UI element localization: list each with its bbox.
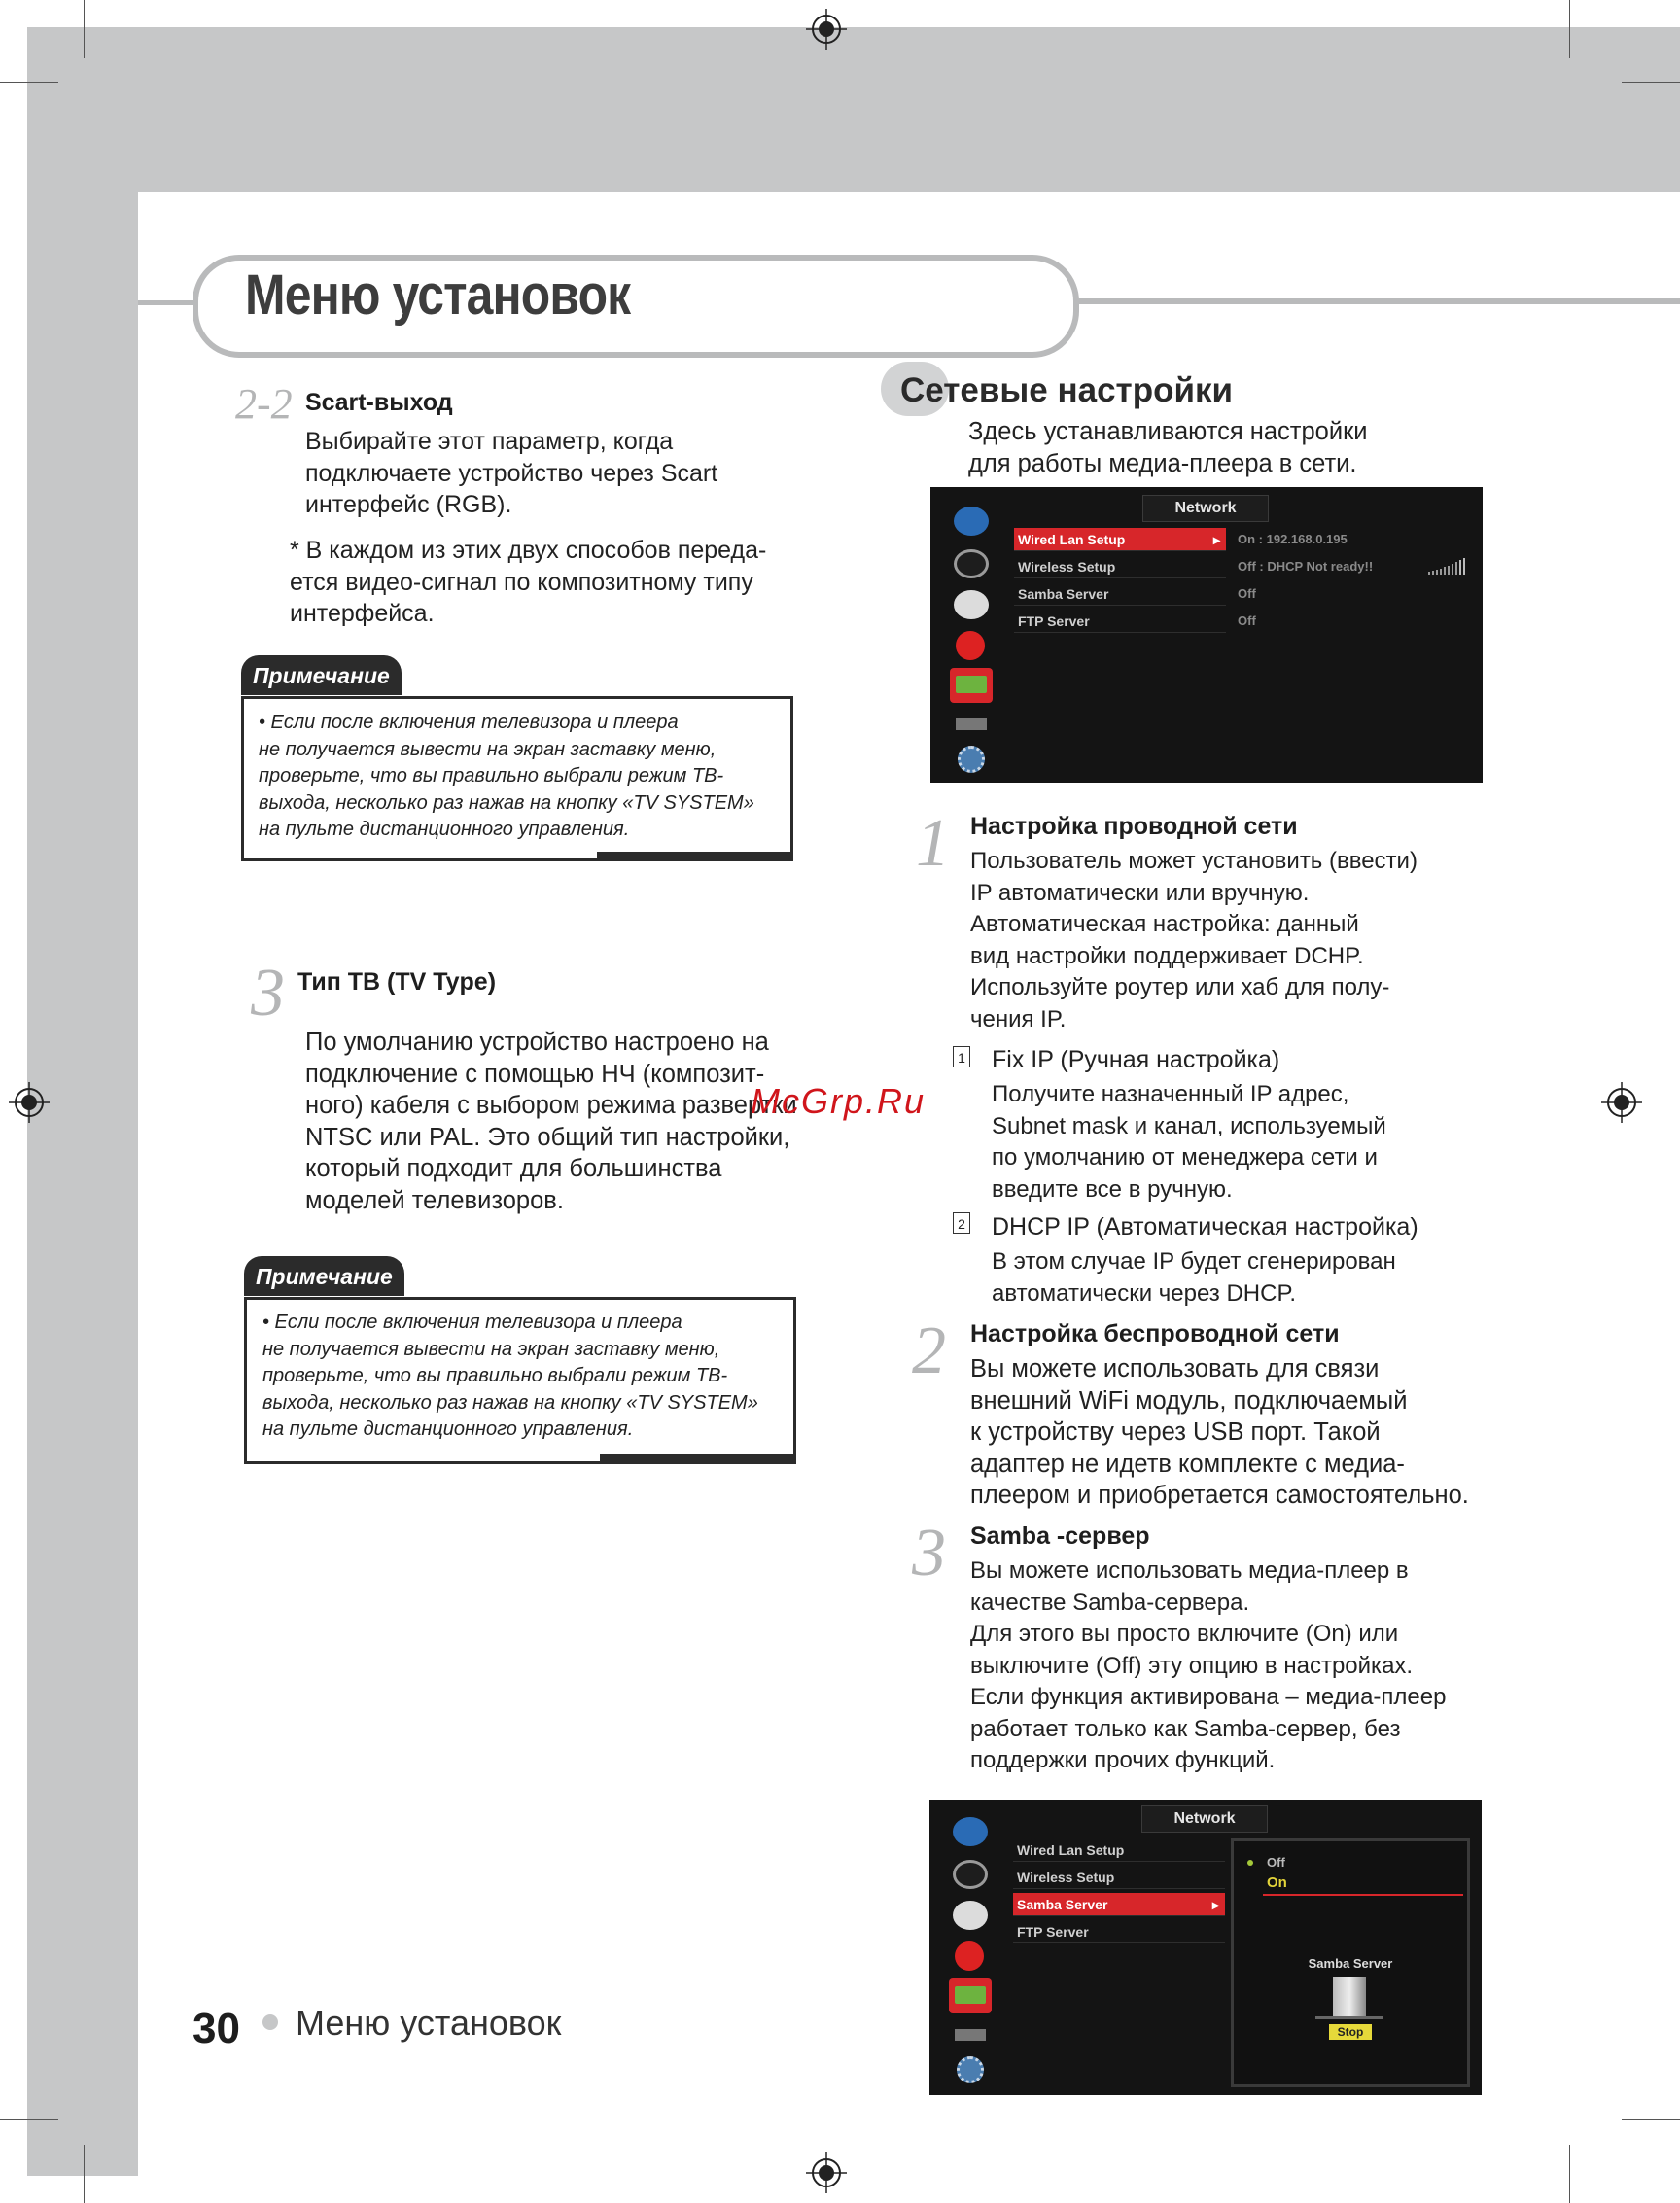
section-title: Сетевые настройки bbox=[900, 371, 1234, 409]
gear-icon bbox=[957, 2056, 984, 2083]
server-base bbox=[1315, 2016, 1383, 2019]
section-number: 3 bbox=[912, 1516, 946, 1591]
crop-mark bbox=[84, 0, 85, 58]
record-icon bbox=[955, 1941, 984, 1971]
popup-title: Samba Server bbox=[1308, 1956, 1393, 1971]
menu-item-wired-lan[interactable]: Wired Lan Setup ▸ bbox=[1014, 528, 1226, 551]
samba-popup bbox=[1231, 1838, 1470, 2087]
crop-mark bbox=[84, 2145, 85, 2203]
tv-icon bbox=[953, 1817, 988, 1846]
network-icon bbox=[949, 1978, 992, 2013]
crop-mark bbox=[1569, 2145, 1570, 2203]
tab-network[interactable]: Network bbox=[1142, 495, 1269, 522]
film-reel-icon bbox=[953, 1901, 988, 1930]
headphones-icon bbox=[953, 1860, 988, 1889]
note-box-bar bbox=[597, 852, 793, 861]
menu-item-samba[interactable]: Samba Server ▸ bbox=[1013, 1893, 1225, 1916]
selection-underline bbox=[1263, 1894, 1463, 1896]
tab-network[interactable]: Network bbox=[1141, 1805, 1268, 1833]
registration-mark-icon bbox=[1601, 1082, 1642, 1123]
section-intro: Здесь устанавливаются настройки для работы медиа-плеера в сети. bbox=[968, 418, 1368, 477]
top-gray-band bbox=[27, 27, 1680, 192]
screen-sidebar bbox=[949, 1807, 992, 2089]
crop-mark bbox=[1622, 2119, 1680, 2120]
menu-item-ftp[interactable]: FTP Server bbox=[1013, 1920, 1225, 1943]
header-rule-right bbox=[1069, 298, 1680, 304]
crop-mark bbox=[0, 82, 58, 83]
gear-icon bbox=[958, 746, 985, 773]
section-body: Пользователь может установить (ввести) IP автоматически или вручную. Автоматическая настройка: данный вид настройки поддерживает DCHP. Используйте роутер или хаб для полу- чения IP. bbox=[970, 848, 1418, 1032]
samba-screen bbox=[929, 1800, 1482, 2095]
registration-mark-icon bbox=[9, 1082, 50, 1123]
footnote: * В каждом из этих двух способов переда- ется видео-сигнал по композитному типу интерфейса. bbox=[290, 537, 767, 627]
section-body: Вы можете использовать для связи внешний WiFi модуль, подключаемый к устройству через USB порт. Такой адаптер не идетв комплекте с медиа- плеером и приобретается самостоятельно. bbox=[970, 1355, 1469, 1509]
samba-value: Off bbox=[1238, 586, 1256, 601]
option-marker: 2 bbox=[953, 1212, 970, 1234]
crop-mark bbox=[1622, 82, 1680, 83]
chevron-right-icon: ▸ bbox=[1212, 532, 1220, 547]
registration-mark-icon bbox=[806, 9, 847, 50]
menu-item-wired-lan[interactable]: Wired Lan Setup bbox=[1013, 1838, 1225, 1862]
radio-dot-icon bbox=[1247, 1860, 1253, 1866]
note-text: • Если после включения телевизора и плеера не получается вывести на экран заставку меню, проверьте, что вы правильно выбрали режим ТВ- выхода, несколько раз нажав на кнопку «TV SYSTEM» на пульте дистанционного управления. bbox=[262, 1311, 758, 1440]
wired-lan-value: On : 192.168.0.195 bbox=[1238, 532, 1348, 546]
section-heading: Тип ТВ (TV Type) bbox=[298, 968, 497, 996]
watermark: McGrp.Ru bbox=[751, 1081, 927, 1121]
registration-mark-icon bbox=[806, 2152, 847, 2193]
record-icon bbox=[956, 631, 985, 660]
note-box-bar bbox=[600, 1454, 796, 1464]
section-body: По умолчанию устройство настроено на подключение с помощью НЧ (композит- ного) кабеля с выбором режима развертки NTSC или PAL. Это общий тип настройки, который подходит для большинства моделей телевизоров. bbox=[305, 1029, 797, 1214]
section-heading: Настройка проводной сети bbox=[970, 813, 1298, 840]
option-body: Получите назначенный IP адрес, Subnet mask и канал, используемый по умолчанию от менеджера сети и введите все в ручную. bbox=[992, 1081, 1386, 1203]
option-on[interactable]: On bbox=[1267, 1874, 1287, 1891]
menu-item-ftp[interactable]: FTP Server bbox=[1014, 610, 1226, 633]
crop-mark bbox=[0, 2119, 58, 2120]
header-rule-left bbox=[138, 300, 196, 305]
option-title: DHCP IP (Автоматическая настройка) bbox=[992, 1213, 1418, 1241]
footer-label: Меню установок bbox=[296, 2003, 562, 2043]
note-text: • Если после включения телевизора и плеера не получается вывести на экран заставку меню, проверьте, что вы правильно выбрали режим ТВ- выхода, несколько раз нажав на кнопку «TV SYSTEM» на пульте дистанционного управления. bbox=[259, 712, 754, 840]
wireless-value: Off : DHCP Not ready!! bbox=[1238, 559, 1374, 574]
footer-bullet-icon bbox=[262, 2014, 278, 2030]
screen-menu bbox=[1014, 528, 1226, 633]
stop-button[interactable]: Stop bbox=[1329, 2024, 1372, 2040]
screen-sidebar bbox=[950, 497, 993, 779]
page-number: 30 bbox=[192, 2005, 240, 2052]
screen-menu bbox=[1013, 1838, 1225, 1943]
crop-mark bbox=[1569, 0, 1570, 58]
display-icon bbox=[956, 718, 987, 730]
option-marker: 1 bbox=[953, 1046, 970, 1067]
section-number: 1 bbox=[916, 806, 950, 881]
film-reel-icon bbox=[954, 590, 989, 619]
section-number: 2 bbox=[912, 1313, 946, 1388]
network-screen bbox=[930, 487, 1483, 783]
option-off[interactable]: Off bbox=[1267, 1855, 1285, 1870]
section-heading: Samba -сервер bbox=[970, 1522, 1150, 1550]
option-body: В этом случае IP будет сгенерирован автоматически через DHCP. bbox=[992, 1248, 1396, 1307]
menu-item-wireless[interactable]: Wireless Setup bbox=[1014, 555, 1226, 578]
signal-strength-icon bbox=[1428, 557, 1471, 575]
option-title: Fix IP (Ручная настройка) bbox=[992, 1046, 1280, 1073]
display-icon bbox=[955, 2029, 986, 2041]
chevron-right-icon: ▸ bbox=[1211, 1897, 1219, 1912]
server-icon bbox=[1333, 1977, 1366, 2016]
section-heading: Настройка беспроводной сети bbox=[970, 1320, 1340, 1347]
tv-icon bbox=[954, 507, 989, 536]
section-number: 3 bbox=[251, 956, 285, 1031]
network-icon bbox=[950, 668, 993, 703]
note-label: Примечание bbox=[244, 1256, 404, 1296]
menu-item-samba[interactable]: Samba Server bbox=[1014, 582, 1226, 606]
note-label: Примечание bbox=[241, 655, 402, 695]
section-body: Выбирайте этот параметр, когда подключаете устройство через Scart интерфейс (RGB). bbox=[305, 428, 718, 518]
section-body: Вы можете использовать медиа-плеер в качестве Samba-сервера. Для этого вы просто включите (On) или выключите (Off) эту опцию в настройках. Если функция активирована – медиа-плеер работает только как Samba-сервер, без поддержки прочих функций. bbox=[970, 1557, 1447, 1773]
headphones-icon bbox=[954, 549, 989, 578]
section-number: 2-2 bbox=[235, 380, 293, 428]
page-title: Меню установок bbox=[245, 263, 631, 327]
ftp-value: Off bbox=[1238, 613, 1256, 628]
section-heading: Scart-выход bbox=[305, 389, 453, 416]
menu-item-wireless[interactable]: Wireless Setup bbox=[1013, 1866, 1225, 1889]
